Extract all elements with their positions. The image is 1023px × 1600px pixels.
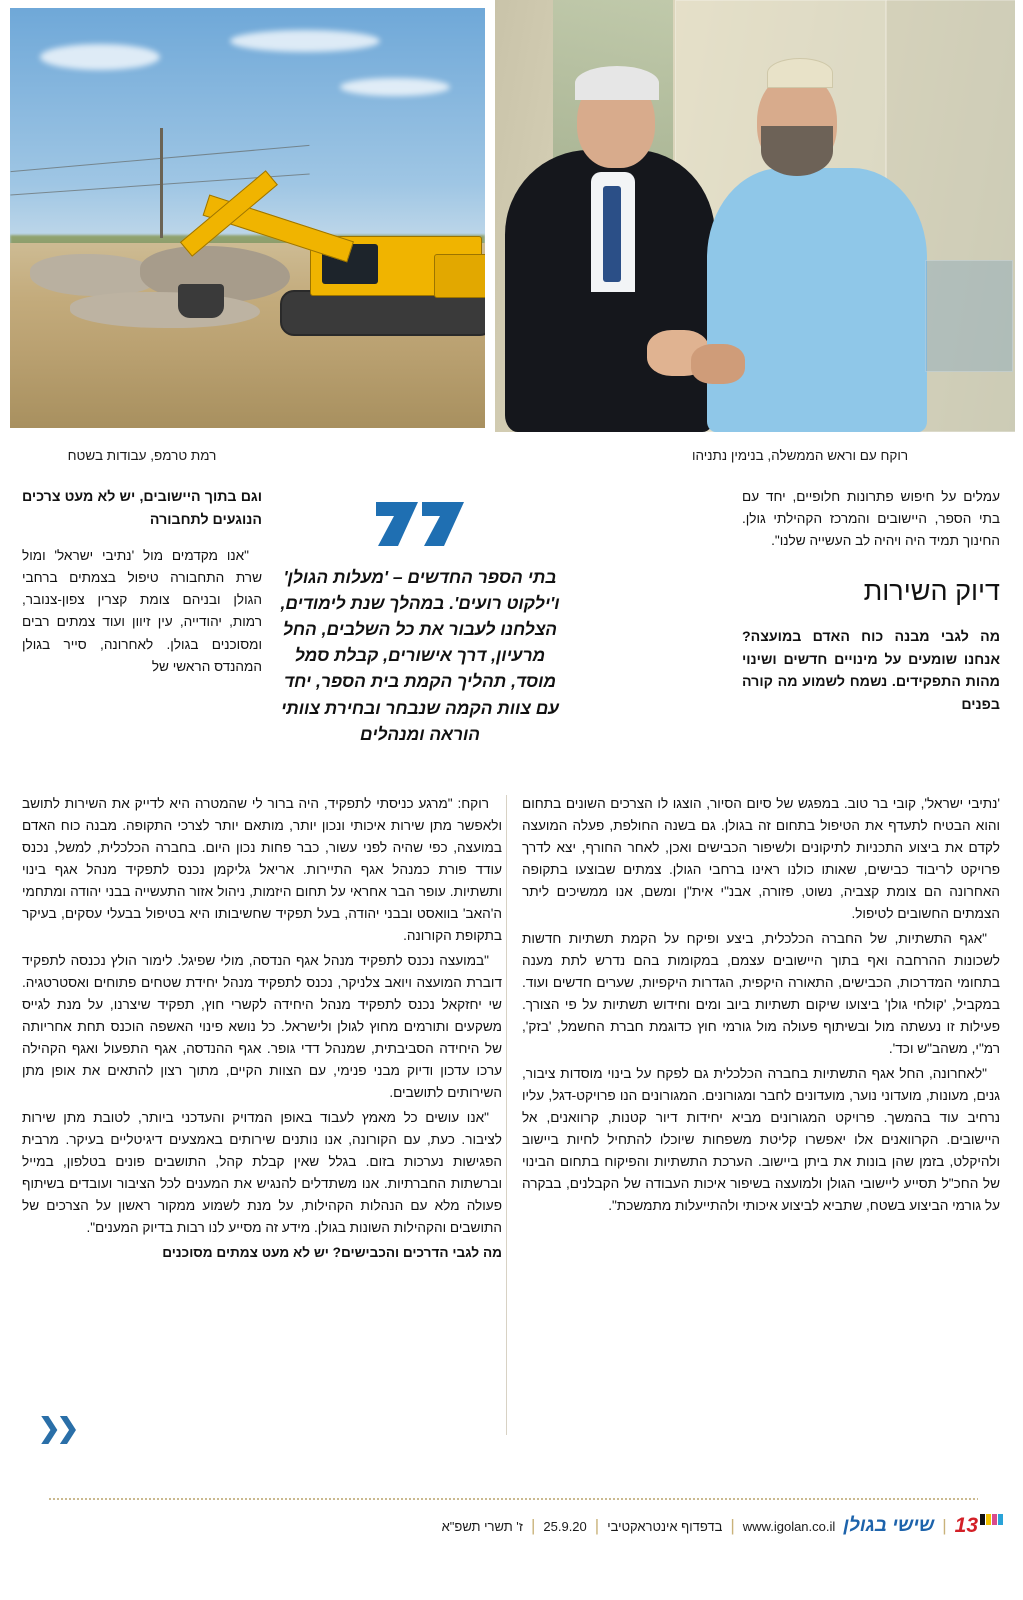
column-left xyxy=(22,486,262,681)
paragraph: "אנו עושים כל מאמץ לעבוד באופן המדויק והעדכני ביותר, לטובת מתן שירות לציבור. כעת, עם הקורונה, אנו נותנים שירותים באמצעים דיגיטליים בעיקר. מרבית הפגישות נערכות בזום. בגלל שאין קבלת קהל, התושבים פונים בטלפון, במייל וברשתות החברתיות. אנו משתדלים להנגיש את המענים לכל הציבור ועובדים בשיתוף פעולה מלא עם הנהלות הקהילות, על מנת לשמוע ממקור ראשון על הצרכים של התושבים והקהילות השונות בגולן. מידע זה מסייע לנו רבות בדיוק המענים". xyxy=(22,1110,502,1236)
photo-strip xyxy=(0,0,1023,440)
kippah xyxy=(767,58,833,88)
cmyk-registration-marks xyxy=(980,1514,1003,1525)
rubble xyxy=(70,292,260,328)
left-kicker: וגם בתוך היישובים, יש לא מעט צרכים הנוגעים לתחבורה xyxy=(22,489,262,528)
blue-coat xyxy=(707,168,927,432)
photo-handshake xyxy=(495,0,1015,432)
footer-date-gregorian: 25.9.20 xyxy=(543,1518,587,1534)
footer-rule xyxy=(48,1498,978,1500)
right-question: מה לגבי מבנה כוח האדם במועצה? אנחנו שומעים על מינויים חדשים ושינוי מהות התפקידים. נשמח לשמוע מה קורה בפנים xyxy=(742,628,1000,713)
end-of-article-arrows-icon: ❮❮ xyxy=(38,1413,76,1443)
pull-quote-text: בתי הספר החדשים – 'מעלות הגולן' ו'ילקוט רועים'. במהלך שנת לימודים, הצלחנו לעבור את כל השלבים, החל מרעיון, דרך אישורים, קבלת סמל מוסד, תהליך הקמת בית הספר, יחד עם צוות הקמה שנבחר ובחירת צוותי הוראה ומנהלים xyxy=(280,567,560,744)
paragraph: "במועצה נכנס לתפקיד מנהל אגף הנדסה, מולי שפיגל. לימור הולץ נכנסה לתפקיד דוברת המועצה ויואב צלניקר, נכנס לתפקיד מנהל יחידת שטחים פתוחים ואסטרטגיה. שי יחזקאל נכנס לתפקיד מנהל היחידה לקשרי חוץ, תפקיד שיצרנו, על מנת לגייס משקעים ותורמים מחוץ לגולן ולישראל. כל נושא פינוי האשפה הוכנס תחת אחריותה של היחידה הסביבתית, שמנהל דדי גופר. אגף ההנדסה, אגף התפעול ואגף הקהילה ערכו עדכון ודיוק מבני פנימי, עם הצוות הקיים, מתוך רצון להתאים את אופן מתן השירותים לתושבים. xyxy=(22,953,502,1101)
closing-question: מה לגבי הדרכים והכבישים? יש לא מעט צמתים מסוכנים xyxy=(162,1245,502,1261)
photo-excavator xyxy=(10,8,485,428)
lower-column-right xyxy=(22,793,502,1267)
paragraph: "אגף התשתיות, של החברה הכלכלית, ביצע ופיקח על הקמת תשתיות חדשות לשכונות ההרחבה ואף בתוך היישובים עצמם, במקומות בהם נדרש לתת מענה בתחומי המדרכות, הכבישים, התאורה היקפית, הגדרות היקפיות, שערים חדשים ועוד. במקביל, 'קולחי גולן' ביצועו שיקום תשתיות ביוב ומים וחידוש תשתיות על פי הצורך. פעילות זו נעשתה מול ובשיתוף פעולה מול גורמי חוץ כדוגמת חברת החשמל, 'בזק', רמ"י, משהב"ש וכד'. xyxy=(522,931,1000,1057)
right-continuation: עמלים על חיפוש פתרונות חלופיים, יחד עם בתי הספר, היישובים והמרכז הקהילתי גולן. החינוך תמיד היה ויהיה לב העשייה שלנו". xyxy=(742,489,1000,549)
section-heading: דיוק השירות xyxy=(863,576,1000,607)
paragraph: 'נתיבי ישראל', קובי בר טוב. במפגש של סיום הסיור, הוצגו לו הצרכים השונים בתחום והוא הבטיח לתעדף את הטיפול בתחום זה בגולן. גם בשנה החולפת, פעלה המועצה לקדם את ביצוע התכניות לתיקונים ולשיפור הכבישים ואכן, לאחר החורף, יצא לדרך פרויקט לריבוד כבישים, שאותו כולנו ראינו ברחבי הגולן. צמתים שבוצעו בתקופה האחרונה הם צומת קצביה, נשוט, פזורה, אבנ"י אית"ן ומשם, אנו ממשיכים ליתר הצמתים החשובים לטיפול. xyxy=(522,796,1000,922)
publication-brand: שישי בגולן xyxy=(843,1515,935,1536)
paragraph: "לאחרונה, החל אגף התשתיות בחברה הכלכלית גם לפקח על בינוי מוסדות ציבור, גנים, מעונות, מועדוני נוער, מועדונים לחבר ומגורונים. המגורונים הנו פרויקט-דגל, עליו נרחיב עוד בהמשך. פרויקט המגורונים מביא יחידות דיור קטנות, קרוואנים, אל היישובים. הקרוואנים אלו יאפשרו קליטת משפחות שיוכלו להתחיל לחיות ביישוב ולהיקלט, בזמן שהן בונות את ביתן ביישוב. הערכת התשתיות והפיקוח בתחום הבינוי של החכ"ל תסייע ליישובי הגולן ולמועצה בשיפור איכות העבודה של הקבלנים, בבקרה על גורמי הביצוע בשטח, שתביא לביצוע איכותי ולהתייעלות מתמשכת". xyxy=(522,1066,1000,1214)
pull-quote-block xyxy=(275,498,565,747)
lower-column-left xyxy=(522,793,1000,1220)
page-number: 13 xyxy=(954,1514,978,1537)
utility-pole xyxy=(160,128,163,238)
cloud xyxy=(340,78,450,96)
cloud xyxy=(40,44,160,70)
footer-date-hebrew: ז' תשרי תשפ"א xyxy=(441,1518,523,1534)
caption-right: רוקח עם וראש הממשלה, בנימין נתניהו xyxy=(691,448,909,463)
excavator-counterweight xyxy=(434,254,485,298)
beard xyxy=(761,126,833,176)
footer-separator: | xyxy=(942,1516,947,1535)
footer-separator: | xyxy=(530,1516,536,1535)
hair-left xyxy=(575,66,659,100)
column-right xyxy=(742,486,1000,717)
footer-bar xyxy=(48,1512,978,1540)
excavator-bucket xyxy=(178,284,224,318)
handshake-hands xyxy=(691,344,745,384)
page-footer xyxy=(0,1484,1023,1554)
footer-website[interactable]: www.igolan.co.il xyxy=(742,1518,836,1534)
background-object xyxy=(925,260,1013,372)
necktie xyxy=(603,186,621,282)
footer-separator: | xyxy=(594,1516,600,1535)
quote-mark-icon xyxy=(275,498,565,550)
footer-separator: | xyxy=(730,1516,735,1535)
cloud xyxy=(230,30,380,52)
left-paragraph: "אנו מקדמים מול 'נתיבי ישראל' ומול שרת התחבורה טיפול בצמתים ברחבי הגולן ובניהם צומת קצרין צפון-צנובר, רמות, יהודייה, עין זיוון ועוד צמתים רבים ומסוכנים בגולן. לאחרונה, סייר בגולן המהנדס הראשי של xyxy=(22,548,262,674)
footer-interactive-label: בדפדוף אינטראקטיבי xyxy=(607,1518,723,1534)
lower-body xyxy=(22,793,1000,1453)
caption-left: רמת טרמפ, עבודות בשטח xyxy=(67,448,217,463)
paragraph: רוקח: "מרגע כניסתי לתפקיד, היה ברור לי שהמטרה היא לדייק את השירות לתושב ולאפשר מתן שירות איכותי ונכון יותר, מותאם יותר לצרכי התקופה. מבנה כוח האדם במועצה, כפי שהיה לפני עשור, כבר פחות נכון היום. בחברה הכלכלית, למשל, נכנס עודד פורת כמנהל אגף התיירות. אריאל גליקמן נכנס לתפקיד מנהל אגף בינוי ותשתיות. עופר הבר אחראי על תחום היזמות, ניהול אזור התעשייה בבני יהודה ומתחמי ה'האב' בוואסט ובבני יהודה, בעל תפקיד שחשיבותו היא בטיפול בבעלי עסקים, בעיקר בתקופת הקורונה. xyxy=(22,796,502,944)
